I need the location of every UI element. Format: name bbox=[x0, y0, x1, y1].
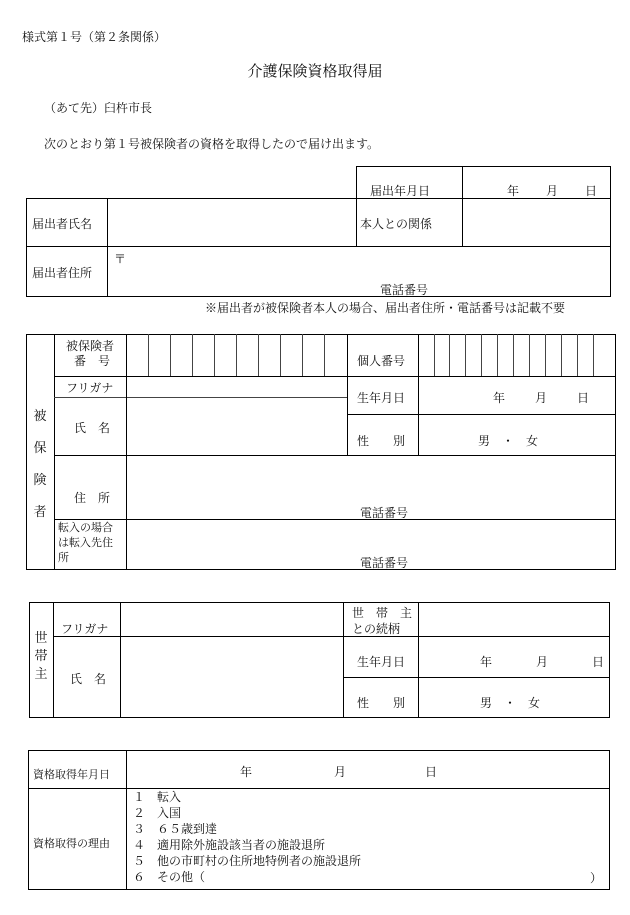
reason-option[interactable]: ３ ６５歳到達 bbox=[133, 822, 218, 836]
insured-address-label: 住 所 bbox=[74, 491, 111, 505]
page-title: 介護保険資格取得届 bbox=[247, 62, 383, 80]
notify-date-label: 届出年月日 bbox=[370, 184, 431, 198]
reason-option[interactable]: ６ その他（ bbox=[133, 870, 206, 884]
householder-section-label: 世 帯 主 bbox=[34, 631, 48, 682]
reason-close-paren: ） bbox=[590, 871, 603, 885]
householder-relation-label: 世 帯 主 bbox=[352, 606, 413, 620]
postal-mark: 〒 bbox=[114, 252, 127, 266]
householder-birth-label: 生年月日 bbox=[357, 655, 406, 669]
transfer-address-field[interactable] bbox=[127, 520, 615, 550]
notifier-name-field[interactable] bbox=[108, 199, 355, 245]
reason-option[interactable]: ２ 入国 bbox=[133, 806, 182, 820]
relation-field[interactable] bbox=[463, 199, 609, 245]
reason-option[interactable]: ４ 適用除外施設該当者の施設退所 bbox=[133, 838, 326, 852]
insured-sex-label: 性 別 bbox=[357, 434, 406, 448]
householder-name-label: 氏 名 bbox=[70, 672, 107, 686]
qualify-year-label: 年 bbox=[240, 765, 253, 779]
insured-number-label-2: 番 号 bbox=[74, 354, 111, 368]
insured-name-label: 氏 名 bbox=[74, 421, 111, 435]
insured-phone-label: 電話番号 bbox=[360, 506, 409, 520]
reason-option[interactable]: ５ 他の市町村の住所地特例者の施設退所 bbox=[133, 854, 362, 868]
transfer-address-label: 転入の場合 は転入先住 所 bbox=[58, 521, 113, 564]
insured-name-field[interactable] bbox=[127, 398, 346, 454]
notify-date-field[interactable]: 年 月 日 bbox=[507, 184, 599, 198]
reason-option[interactable]: １ 転入 bbox=[133, 790, 182, 804]
householder-sex-field[interactable]: 男 ・ 女 bbox=[480, 696, 541, 710]
insured-birth-field[interactable]: 年 月 日 bbox=[493, 391, 592, 405]
insured-furigana-field[interactable] bbox=[127, 377, 346, 396]
householder-birth-field[interactable]: 年 月 日 bbox=[480, 655, 607, 669]
relation-label: 本人との関係 bbox=[360, 217, 433, 231]
insured-number-field[interactable] bbox=[127, 335, 346, 375]
householder-furigana-field[interactable] bbox=[121, 603, 342, 635]
insured-furigana-label: フリガナ bbox=[66, 381, 114, 395]
householder-relation-field[interactable] bbox=[419, 603, 608, 635]
qualify-reason-list bbox=[133, 789, 361, 885]
qualify-reason-label: 資格取得の理由 bbox=[33, 837, 110, 850]
personal-number-field[interactable] bbox=[419, 335, 614, 375]
qualify-day-label: 日 bbox=[425, 765, 438, 779]
addressee: （あて先）臼杵市長 bbox=[44, 101, 153, 115]
notifier-phone-label: 電話番号 bbox=[380, 283, 429, 297]
insured-address-field[interactable] bbox=[127, 456, 615, 501]
insured-birth-label: 生年月日 bbox=[357, 391, 406, 405]
form-id: 様式第１号（第２条関係） bbox=[22, 30, 167, 44]
qualify-date-field[interactable] bbox=[127, 751, 608, 787]
householder-name-field[interactable] bbox=[121, 637, 342, 716]
transfer-phone-label: 電話番号 bbox=[360, 556, 409, 570]
qualify-date-label: 資格取得年月日 bbox=[33, 768, 110, 781]
insured-sex-field[interactable]: 男 ・ 女 bbox=[478, 434, 539, 448]
insured-number-label: 被保険者 bbox=[66, 339, 115, 353]
householder-relation-label-2: との続柄 bbox=[352, 622, 401, 636]
householder-sex-label: 性 別 bbox=[357, 696, 406, 710]
insured-section-label: 被 保 険 者 bbox=[33, 409, 47, 520]
intro-text: 次のとおり第１号被保険者の資格を取得したので届け出ます。 bbox=[44, 137, 380, 151]
notifier-name-label: 届出者氏名 bbox=[32, 217, 93, 231]
householder-furigana-label: フリガナ bbox=[61, 622, 109, 636]
personal-number-label: 個人番号 bbox=[357, 354, 406, 368]
qualify-month-label: 月 bbox=[334, 765, 347, 779]
notifier-address-label: 届出者住所 bbox=[32, 266, 93, 280]
notifier-note: ※届出者が被保険者本人の場合、届出者住所・電話番号は記載不要 bbox=[205, 301, 566, 315]
